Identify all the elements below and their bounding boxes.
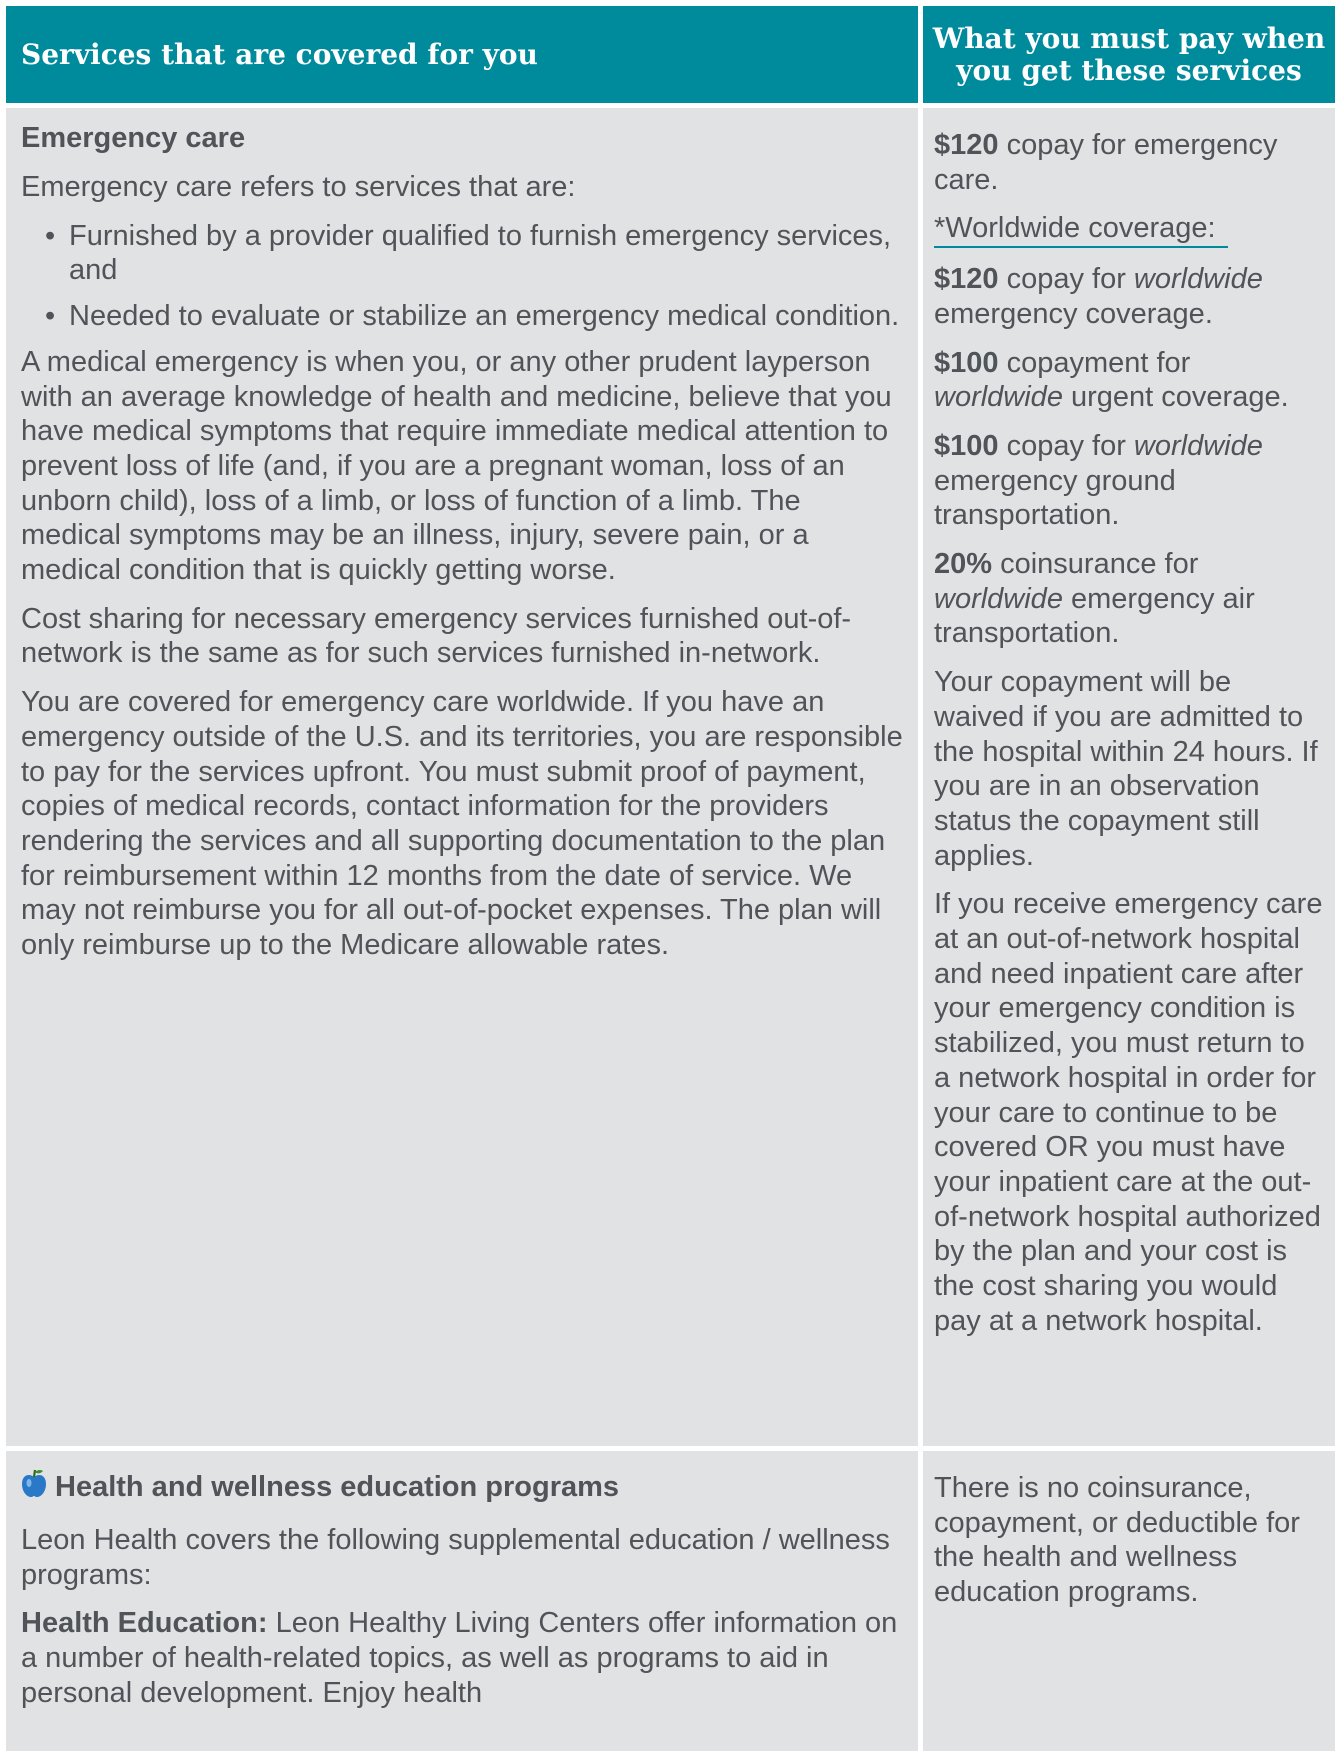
emergency-definition: A medical emergency is when you, or any other prudent layperson with an average knowledge of health and medicine, believe that you have medical symptoms that require immediate medical attention to prevent loss of life (and, if you are a pregnant woman, loss of an unborn child), loss of a limb, or loss of function of a limb. The medical symptoms may be an illness, injury, severe pain, or a medical condition that is quickly getting worse. [21,345,892,587]
emergency-care-bullets [21,219,904,334]
header-cost-line2: you get these services [956,53,1302,87]
emergency-cost-cell [923,108,1335,1446]
wellness-cost-cell [923,1451,1335,1751]
cost-worldwide-urgent [934,346,1325,415]
header-services-label: Services that are covered for you [21,38,538,71]
cost-text: coinsurance for [992,548,1199,581]
health-education-text: Leon Healthy Living Centers offer information on a number of health-related topics, as well as programs to aid in personal development. Enjoy health [21,1607,898,1709]
cost-emergency [934,128,1325,197]
cost-text: copayment for [998,346,1191,379]
out-of-network-note: If you receive emergency care at an out-of-network hospital and need inpatient care after your emergency condition is stabilized, you must return to a network hospital in order for your care to continue to be covered OR you must have your inpatient care at the out-of-network hospital authorized by the plan and your cost is the cost sharing you would pay at a network hospital. [934,888,1323,1337]
wellness-cost: There is no coinsurance, copayment, or deductible for the health and wellness education programs. [934,1472,1300,1609]
header-cost [923,6,1335,103]
cost-text: copay for [998,429,1134,462]
wellness-cell [6,1451,918,1751]
cost-emphasis: worldwide [934,582,1063,615]
health-education [21,1606,904,1710]
header-services [6,6,918,103]
wellness-title [21,1467,904,1509]
wellness-title-text: Health and wellness education programs [55,1471,620,1503]
cost-worldwide-emergency [934,262,1325,331]
cost-worldwide-ground [934,429,1325,533]
cost-emphasis: worldwide [934,381,1063,414]
cost-emphasis: worldwide [1133,263,1263,296]
cost-text: urgent coverage. [1062,381,1289,414]
cost-emphasis: worldwide [1133,429,1263,462]
worldwide-coverage-text: *Worldwide coverage: [934,211,1228,248]
cost-amount: 20% [934,548,993,581]
cost-amount: $120 [934,263,999,296]
cost-text: emergency air transportation. [934,582,1255,650]
cost-worldwide-air [934,547,1325,651]
emergency-worldwide: You are covered for emergency care worldwide. If you have an emergency outside of the U.S. and its territories, you are responsible to pay for the services upfront. You must submit proof of payment, copies of medical records, contact information for the providers rendering the services and all supporting documentation to the plan for reimbursement within 12 months from the date of service. We may not reimburse you for all out-of-pocket expenses. The plan will only reimburse up to the Medicare allowable rates. [21,686,903,962]
health-education-label: Health Education: [21,1607,268,1640]
cost-amount: $100 [934,429,999,462]
wellness-intro: Leon Health covers the following supplemental education / wellness programs: [21,1524,890,1591]
cost-text: emergency coverage. [934,297,1213,330]
benefits-table [6,6,1335,1751]
cost-amount: $100 [934,346,999,379]
emergency-cost-sharing: Cost sharing for necessary emergency services furnished out-of-network is the same as for such services furnished in-network. [21,602,852,670]
cost-text: copay for emergency care. [934,129,1278,196]
emergency-care-cell [6,108,918,1446]
header-cost-line1: What you must pay when [932,21,1326,55]
apple-icon [21,1468,47,1509]
cost-text: copay for [998,263,1134,296]
worldwide-coverage-label [934,211,1325,248]
cost-amount: $120 [934,129,999,161]
cost-text: emergency ground transportation. [934,464,1176,532]
copay-waiver: Your copayment will be waived if you are admitted to the hospital within 24 hours. If you are in an observation status the copayment still applies. [934,666,1318,872]
list-item: • Furnished by a provider qualified to furnish emergency services, and [69,219,904,288]
emergency-care-intro: Emergency care refers to services that are: [21,171,576,203]
list-item: • Needed to evaluate or stabilize an emergency medical condition. [69,299,904,334]
emergency-care-title: Emergency care [21,122,246,154]
